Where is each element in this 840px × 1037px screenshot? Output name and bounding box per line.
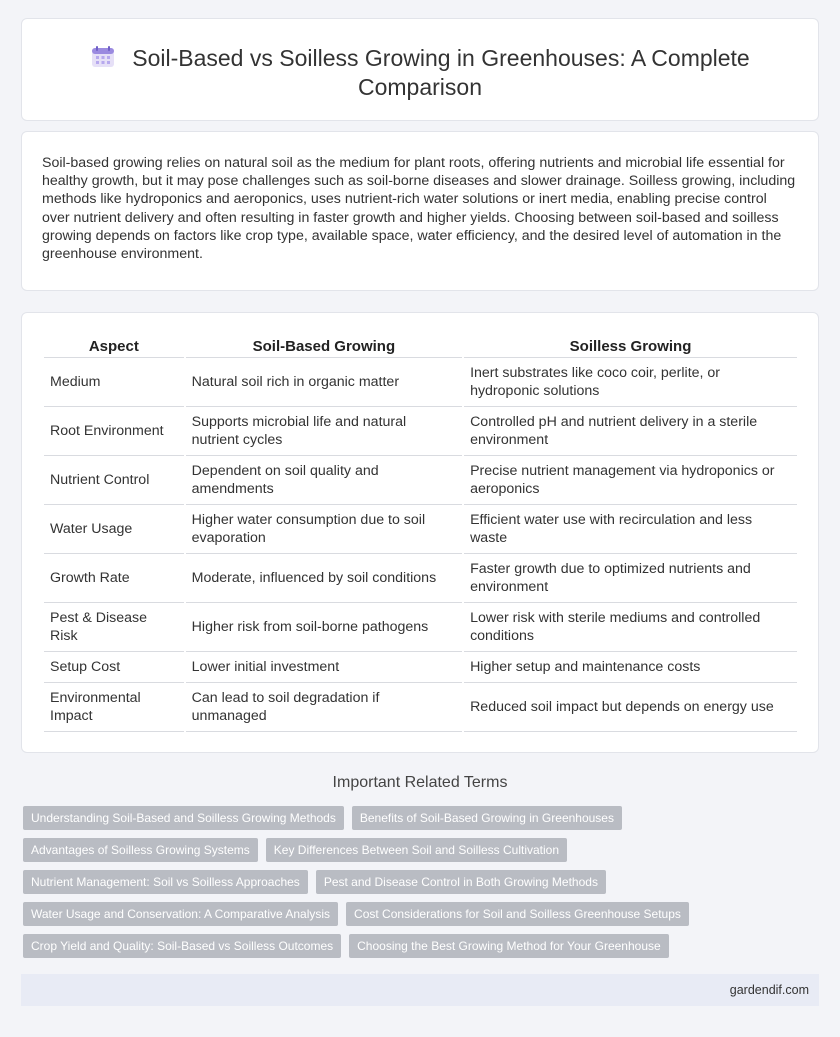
table-cell: Precise nutrient management via hydroponics or aeroponics — [464, 456, 797, 505]
table-row — [44, 603, 797, 652]
related-term-tag[interactable]: Choosing the Best Growing Method for Your Greenhouse — [349, 934, 669, 958]
comparison-table — [42, 333, 799, 732]
table-cell: Reduced soil impact but depends on energy use — [464, 683, 797, 732]
table-cell: Moderate, influenced by soil conditions — [186, 554, 462, 603]
table-row — [44, 652, 797, 683]
table-cell: Faster growth due to optimized nutrients and environment — [464, 554, 797, 603]
table-row — [44, 358, 797, 407]
table-cell: Higher water consumption due to soil evaporation — [186, 505, 462, 554]
related-term-tag[interactable]: Crop Yield and Quality: Soil-Based vs Soilless Outcomes — [23, 934, 341, 958]
tag-row — [23, 870, 823, 894]
table-cell: Efficient water use with recirculation and less waste — [464, 505, 797, 554]
table-cell: Medium — [44, 358, 184, 407]
table-cell: Dependent on soil quality and amendments — [186, 456, 462, 505]
tag-row — [23, 838, 823, 862]
table-row — [44, 505, 797, 554]
table-cell: Nutrient Control — [44, 456, 184, 505]
table-row — [44, 683, 797, 732]
table-cell: Setup Cost — [44, 652, 184, 683]
tag-row — [23, 806, 823, 830]
table-cell: Natural soil rich in organic matter — [186, 358, 462, 407]
related-term-tag[interactable]: Key Differences Between Soil and Soilless Cultivation — [266, 838, 567, 862]
header-aspect: Aspect — [44, 333, 184, 358]
table-cell: Higher setup and maintenance costs — [464, 652, 797, 683]
page-title-text: Soil-Based vs Soilless Growing in Greenhouses: A Complete Comparison — [132, 45, 750, 100]
table-cell: Controlled pH and nutrient delivery in a sterile environment — [464, 407, 797, 456]
table-row — [44, 554, 797, 603]
table-row — [44, 456, 797, 505]
related-term-tag[interactable]: Cost Considerations for Soil and Soilless Greenhouse Setups — [346, 902, 689, 926]
table-cell: Supports microbial life and natural nutrient cycles — [186, 407, 462, 456]
calendar-icon — [90, 45, 116, 69]
table-cell: Higher risk from soil-borne pathogens — [186, 603, 462, 652]
tag-row — [23, 902, 823, 926]
related-term-tag[interactable]: Water Usage and Conservation: A Comparative Analysis — [23, 902, 338, 926]
related-term-tag[interactable]: Benefits of Soil-Based Growing in Greenhouses — [352, 806, 622, 830]
related-terms-list — [23, 806, 823, 966]
footer-site-link[interactable]: gardendif.com — [729, 983, 809, 997]
table-cell: Water Usage — [44, 505, 184, 554]
page-title — [62, 44, 778, 102]
header-soil-based: Soil-Based Growing — [186, 333, 462, 358]
related-terms-title: Important Related Terms — [332, 774, 508, 791]
related-term-tag[interactable]: Nutrient Management: Soil vs Soilless Approaches — [23, 870, 308, 894]
footer — [21, 974, 819, 1006]
intro-card — [21, 131, 819, 291]
related-term-tag[interactable]: Advantages of Soilless Growing Systems — [23, 838, 258, 862]
header-card — [21, 18, 819, 121]
table-cell: Environmental Impact — [44, 683, 184, 732]
table-cell: Pest & Disease Risk — [44, 603, 184, 652]
related-term-tag[interactable]: Pest and Disease Control in Both Growing Methods — [316, 870, 606, 894]
table-row — [44, 407, 797, 456]
comparison-card — [21, 312, 819, 753]
table-cell: Root Environment — [44, 407, 184, 456]
table-cell: Lower initial investment — [186, 652, 462, 683]
table-header-row — [44, 333, 797, 358]
intro-paragraph: Soil-based growing relies on natural soil as the medium for plant roots, offering nutrients and microbial life essential for healthy growth, but it may pose challenges such as soil-borne diseases and slower drainage. Soilless growing, including methods like hydroponics and aeroponics, uses nutrient-rich water solutions or inert media, enabling precise control over nutrient delivery and often resulting in faster growth and higher yields. Choosing between soil-based and soilless growing depends on factors like crop type, available space, water efficiency, and the desired level of automation in the greenhouse environment. — [42, 155, 796, 263]
table-cell: Lower risk with sterile mediums and controlled conditions — [464, 603, 797, 652]
table-cell: Growth Rate — [44, 554, 184, 603]
header-soilless: Soilless Growing — [464, 333, 797, 358]
tag-row — [23, 934, 823, 958]
table-cell: Inert substrates like coco coir, perlite, or hydroponic solutions — [464, 358, 797, 407]
related-term-tag[interactable]: Understanding Soil-Based and Soilless Growing Methods — [23, 806, 344, 830]
table-cell: Can lead to soil degradation if unmanaged — [186, 683, 462, 732]
